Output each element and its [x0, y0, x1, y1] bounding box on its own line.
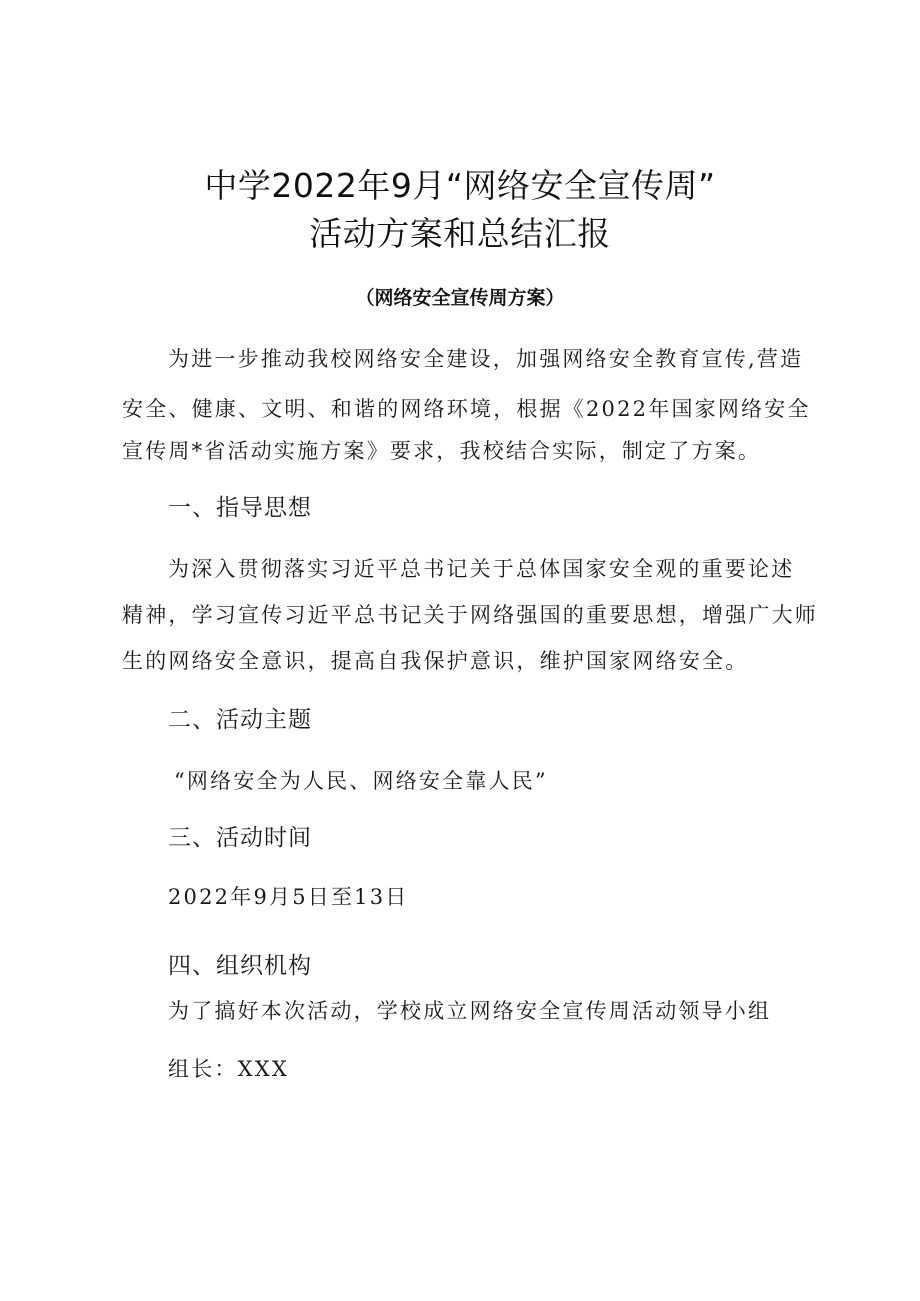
- activity-time: 2022年9月5日至13日: [168, 885, 409, 909]
- section4-heading: 四、组织机构: [168, 953, 312, 979]
- section1-heading: 一、指导思想: [168, 495, 312, 521]
- document-title-line2: 活动方案和总结汇报: [309, 214, 611, 253]
- group-leader: 组长：XXX: [168, 1057, 290, 1081]
- section1-line-1: 为深入贯彻落实习近平总书记关于总体国家安全观的重要论述: [168, 557, 795, 581]
- intro-line-1: 为进一步推动我校网络安全建设，加强网络安全教育宣传,营造: [168, 347, 804, 371]
- section2-heading: 二、活动主题: [168, 707, 312, 733]
- organization-line: 为了搞好本次活动，学校成立网络安全宣传周活动领导小组: [168, 999, 772, 1023]
- document-subtitle: （网络安全宣传周方案）: [355, 287, 565, 309]
- intro-line-2: 安全、健康、文明、和谐的网络环境，根据《2022年国家网络安全: [122, 397, 811, 421]
- activity-theme: “网络安全为人民、网络安全靠人民”: [174, 769, 548, 793]
- section1-line-2: 精神，学习宣传习近平总书记关于网络强国的重要思想，增强广大师: [122, 603, 818, 627]
- section1-line-3: 生的网络安全意识，提高自我保护意识，维护国家网络安全。: [122, 649, 749, 673]
- intro-line-3: 宣传周*省活动实施方案》要求，我校结合实际，制定了方案。: [122, 439, 762, 463]
- section3-heading: 三、活动时间: [168, 825, 312, 851]
- document-title-line1: 中学2022年9月“网络安全宣传周”: [204, 166, 716, 205]
